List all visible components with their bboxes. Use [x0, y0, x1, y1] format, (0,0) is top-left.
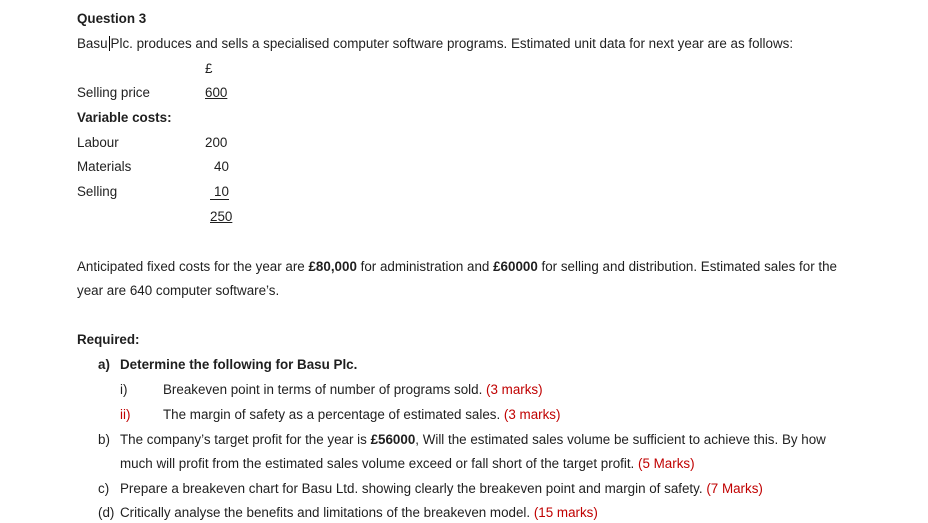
selling-label: Selling [77, 184, 118, 199]
admin-fixed-cost: £80,000 [308, 259, 357, 274]
labour-label: Labour [77, 135, 119, 150]
labour-value: 200 [205, 135, 228, 150]
item-c-text: Prepare a breakeven chart for Basu Ltd. showing clearly the breakeven point and margin of safety. (7 Marks) [120, 481, 763, 496]
item-i-marks: (3 marks) [486, 382, 543, 397]
materials-label: Materials [77, 159, 132, 174]
item-i-text: Breakeven point in terms of number of programs sold. (3 marks) [163, 382, 543, 397]
item-b-marks: (5 Marks) [638, 456, 695, 471]
selling-price-label: Selling price [77, 85, 150, 100]
required-heading: Required: [77, 332, 140, 347]
intro-rest: Plc. produces and sells a specialised computer software programs. Estimated unit data for next year are as follows: [110, 36, 794, 51]
materials-value: 40 [214, 159, 229, 174]
item-c-marker: c) [98, 481, 110, 496]
selling-value: 10 [210, 184, 229, 200]
total-variable-cost: 250 [210, 209, 233, 224]
question-title: Question 3 [77, 11, 147, 26]
item-d-marker: (d) [98, 505, 115, 520]
variable-costs-heading: Variable costs: [77, 110, 172, 125]
text-cursor [109, 36, 110, 51]
question-intro [77, 36, 793, 51]
currency-header: £ [205, 61, 213, 76]
item-b-marker: b) [98, 432, 110, 447]
item-c-marks: (7 Marks) [706, 481, 763, 496]
item-i-marker: i) [120, 382, 128, 397]
fixed-costs-line2: year are 640 computer software’s. [77, 283, 280, 298]
intro-company: Basu [77, 36, 108, 51]
item-ii-marker: ii) [120, 407, 131, 422]
item-b-line2: much will profit from the estimated sales volume exceed or fall short of the target profit. (5 Marks) [120, 456, 695, 471]
item-ii-text: The margin of safety as a percentage of estimated sales. (3 marks) [163, 407, 561, 422]
item-a-text: Determine the following for Basu Plc. [120, 357, 358, 372]
item-b-line1: The company’s target profit for the year is £56000, Will the estimated sales volume be sufficient to achieve this. By how [120, 432, 826, 447]
target-profit: £56000 [370, 432, 416, 447]
item-d-text: Critically analyse the benefits and limitations of the breakeven model. (15 marks) [120, 505, 598, 520]
item-d-marks: (15 marks) [533, 505, 598, 520]
selling-fixed-cost: £60000 [493, 259, 538, 274]
item-ii-marks: (3 marks) [503, 407, 561, 422]
fixed-costs-line1: Anticipated fixed costs for the year are £80,000 for administration and £60000 for selling and distribution. Estimated sales for the [77, 259, 838, 274]
selling-price-value: 600 [205, 85, 228, 100]
item-a-marker: a) [98, 357, 110, 372]
